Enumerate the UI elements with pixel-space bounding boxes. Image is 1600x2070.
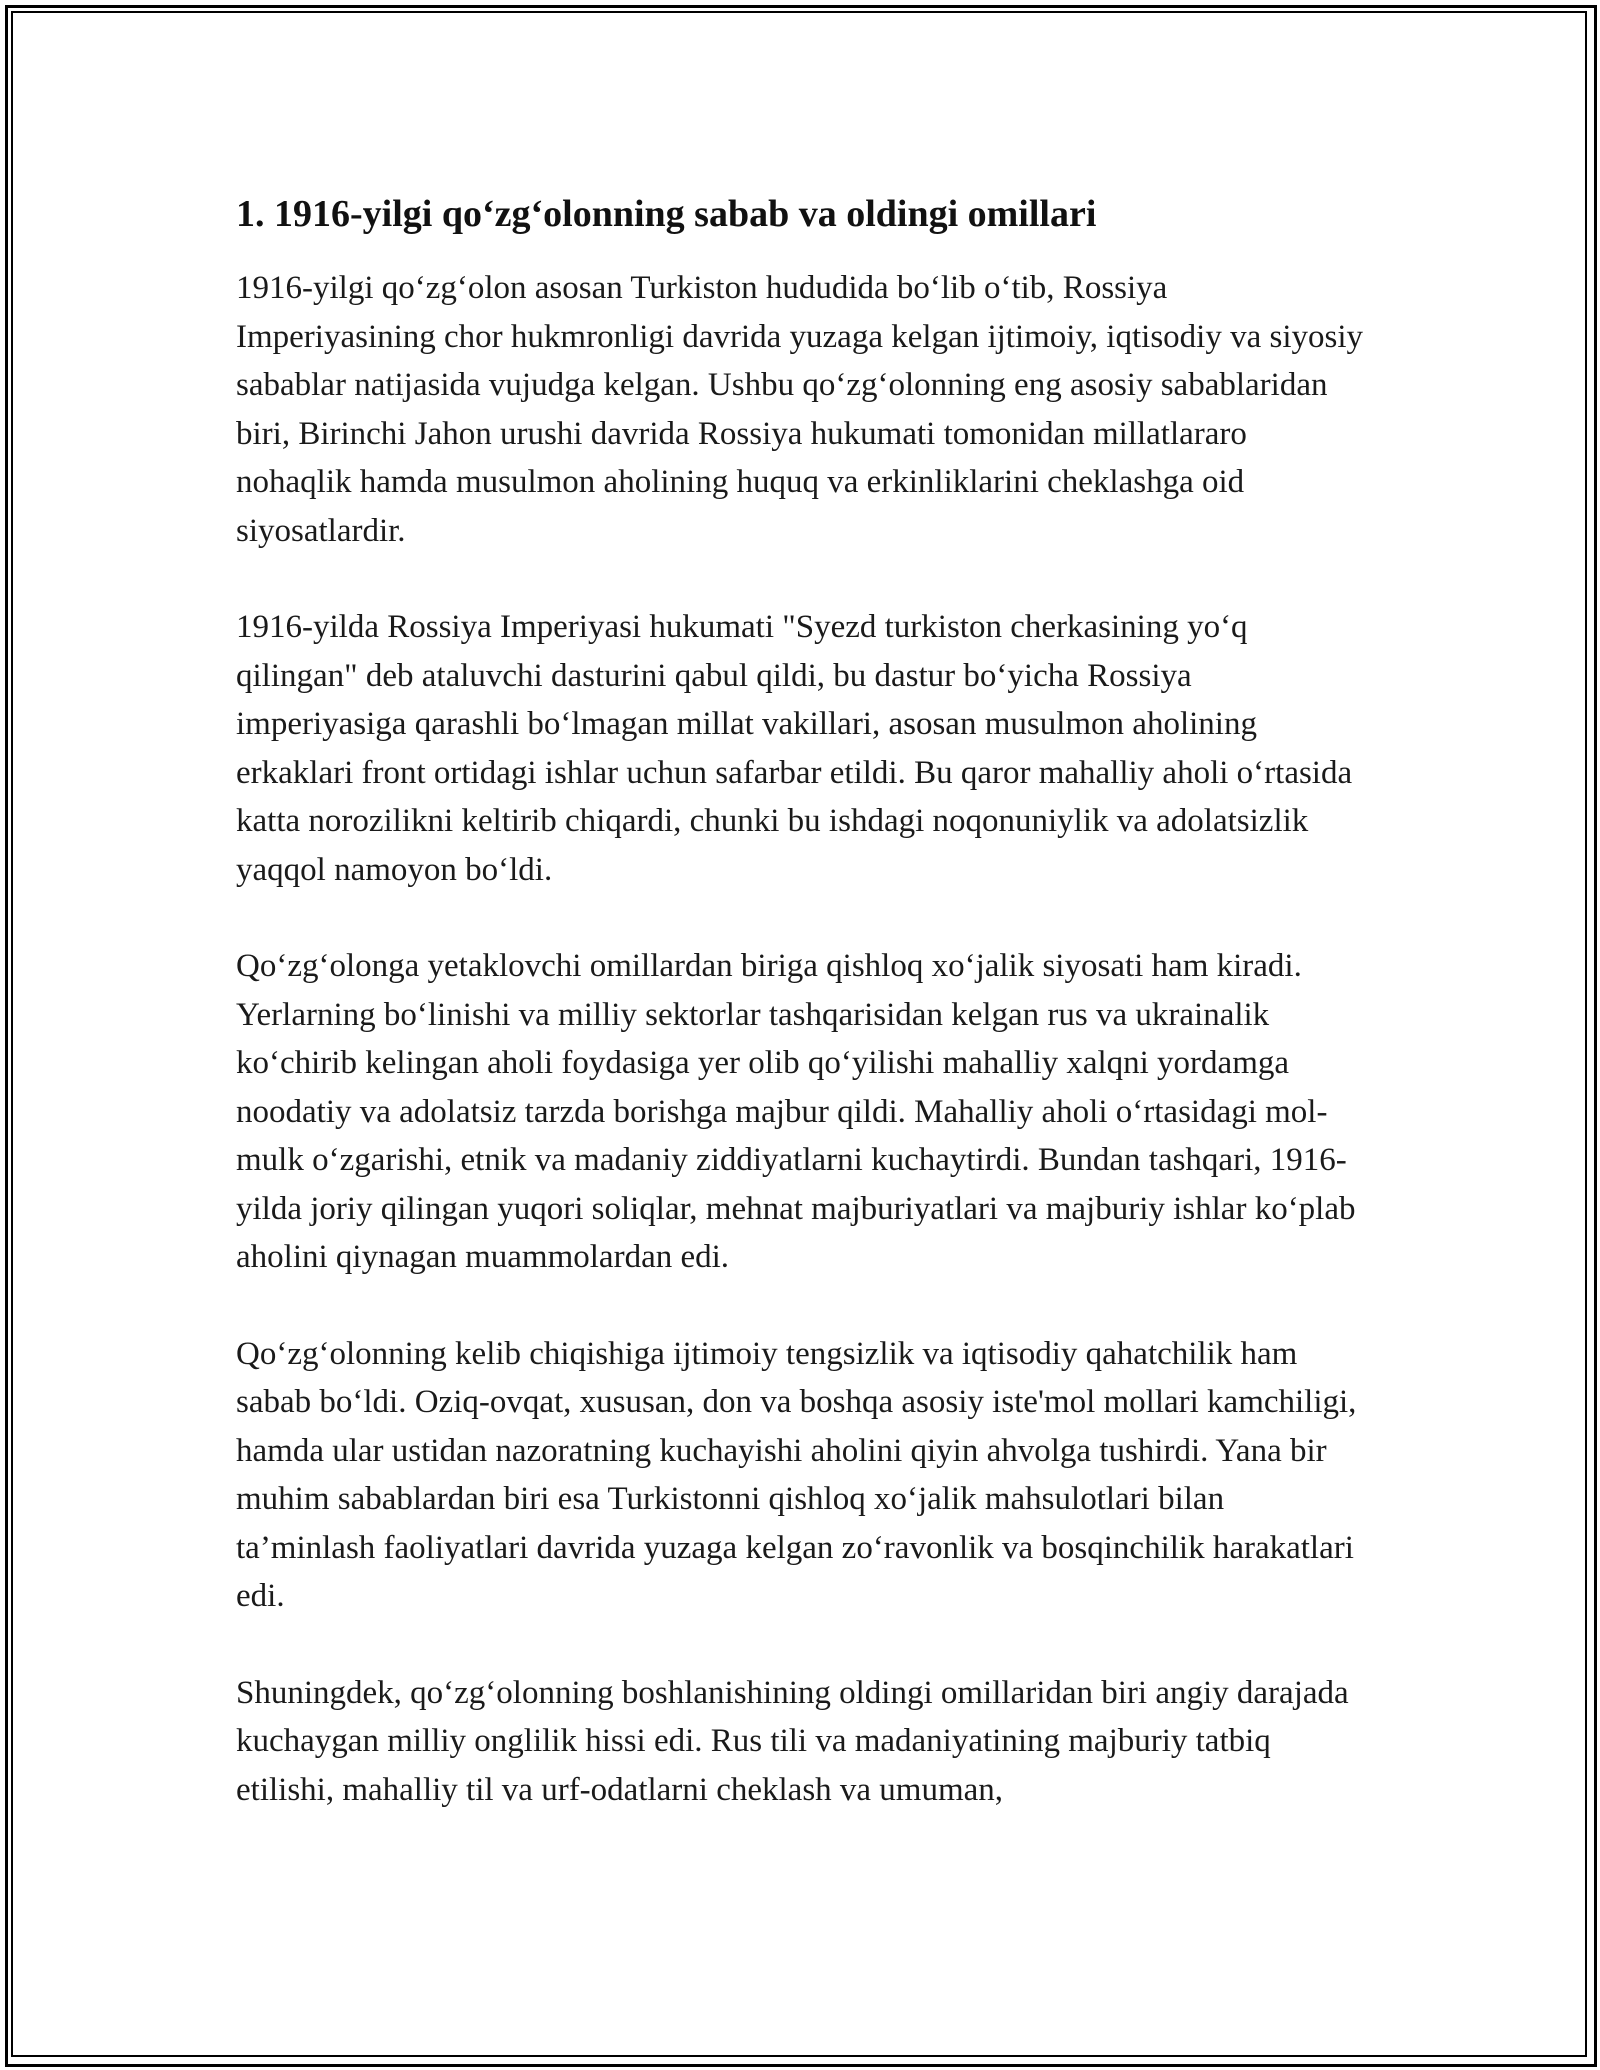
- section-heading: 1. 1916-yilgi qo‘zg‘olonning sabab va oldingi omillari: [236, 193, 1097, 235]
- paragraph-3: Qo‘zg‘olonga yetaklovchi omillardan biriga qishloq xo‘jalik siyosati ham kiradi. Yerlarning bo‘linishi va milliy sektorlar tashqarisidan kelgan rus va ukrainalik ko‘chirib kelingan aholi foydasiga yer olib qo‘yilishi mahalliy xalqni yordamga noodatiy va adolatsiz tarzda borishga majbur qildi. Mahalliy aholi o‘rtasidagi mol-mulk o‘zgarishi, etnik va madaniy ziddiyatlarni kuchaytirdi. Bundan tashqari, 1916-yilda joriy qilingan yuqori soliqlar, mehnat majburiyatlari va majburiy ishlar ko‘plab aholini qiynagan muammolardan edi.: [236, 948, 1356, 1275]
- paragraph-2: 1916-yilda Rossiya Imperiyasi hukumati "Syezd turkiston cherkasining yo‘q qilingan" deb ataluvchi dasturini qabul qildi, bu dastur bo‘yicha Rossiya imperiyasiga qarashli bo‘lmagan millat vakillari, asosan musulmon aholining erkaklari front ortidagi ishlar uchun safarbar etildi. Bu qaror mahalliy aholi o‘rtasida katta norozilikni keltirib chiqardi, chunki bu ishdagi noqonuniylik va adolatsizlik yaqqol namoyon bo‘ldi.: [236, 609, 1353, 888]
- paragraph-5: Shuningdek, qo‘zg‘olonning boshlanishining oldingi omillaridan biri angiy darajada kuchaygan milliy onglilik hissi edi. Rus tili va madaniyatining majburiy tatbiq etilishi, mahalliy til va urf-odatlarni cheklash va umuman,: [236, 1674, 1349, 1808]
- paragraph-1: 1916-yilgi qo‘zg‘olon asosan Turkiston hududida bo‘lib o‘tib, Rossiya Imperiyasining chor hukmronligi davrida yuzaga kelgan ijtimoiy, iqtisodiy va siyosiy sabablar natijasida vujudga kelgan. Ushbu qo‘zg‘olonning eng asosiy sabablaridan biri, Birinchi Jahon urushi davrida Rossiya hukumati tomonidan millatlararo nohaqlik hamda musulmon aholining huquq va erkinliklarini cheklashga oid siyosatlardir.: [236, 270, 1363, 549]
- document-body: [236, 186, 1368, 1862]
- paragraph-4: Qo‘zg‘olonning kelib chiqishiga ijtimoiy tengsizlik va iqtisodiy qahatchilik ham sabab bo‘ldi. Oziq-ovqat, xususan, don va boshqa asosiy iste'mol mollari kamchiligi, hamda ular ustidan nazoratning kuchayishi aholini qiyin ahvolga tushirdi. Yana bir muhim sabablardan biri esa Turkistonni qishloq xo‘jalik mahsulotlari bilan ta’minlash faoliyatlari davrida yuzaga kelgan zo‘ravonlik va bosqinchilik harakatlari edi.: [236, 1335, 1357, 1614]
